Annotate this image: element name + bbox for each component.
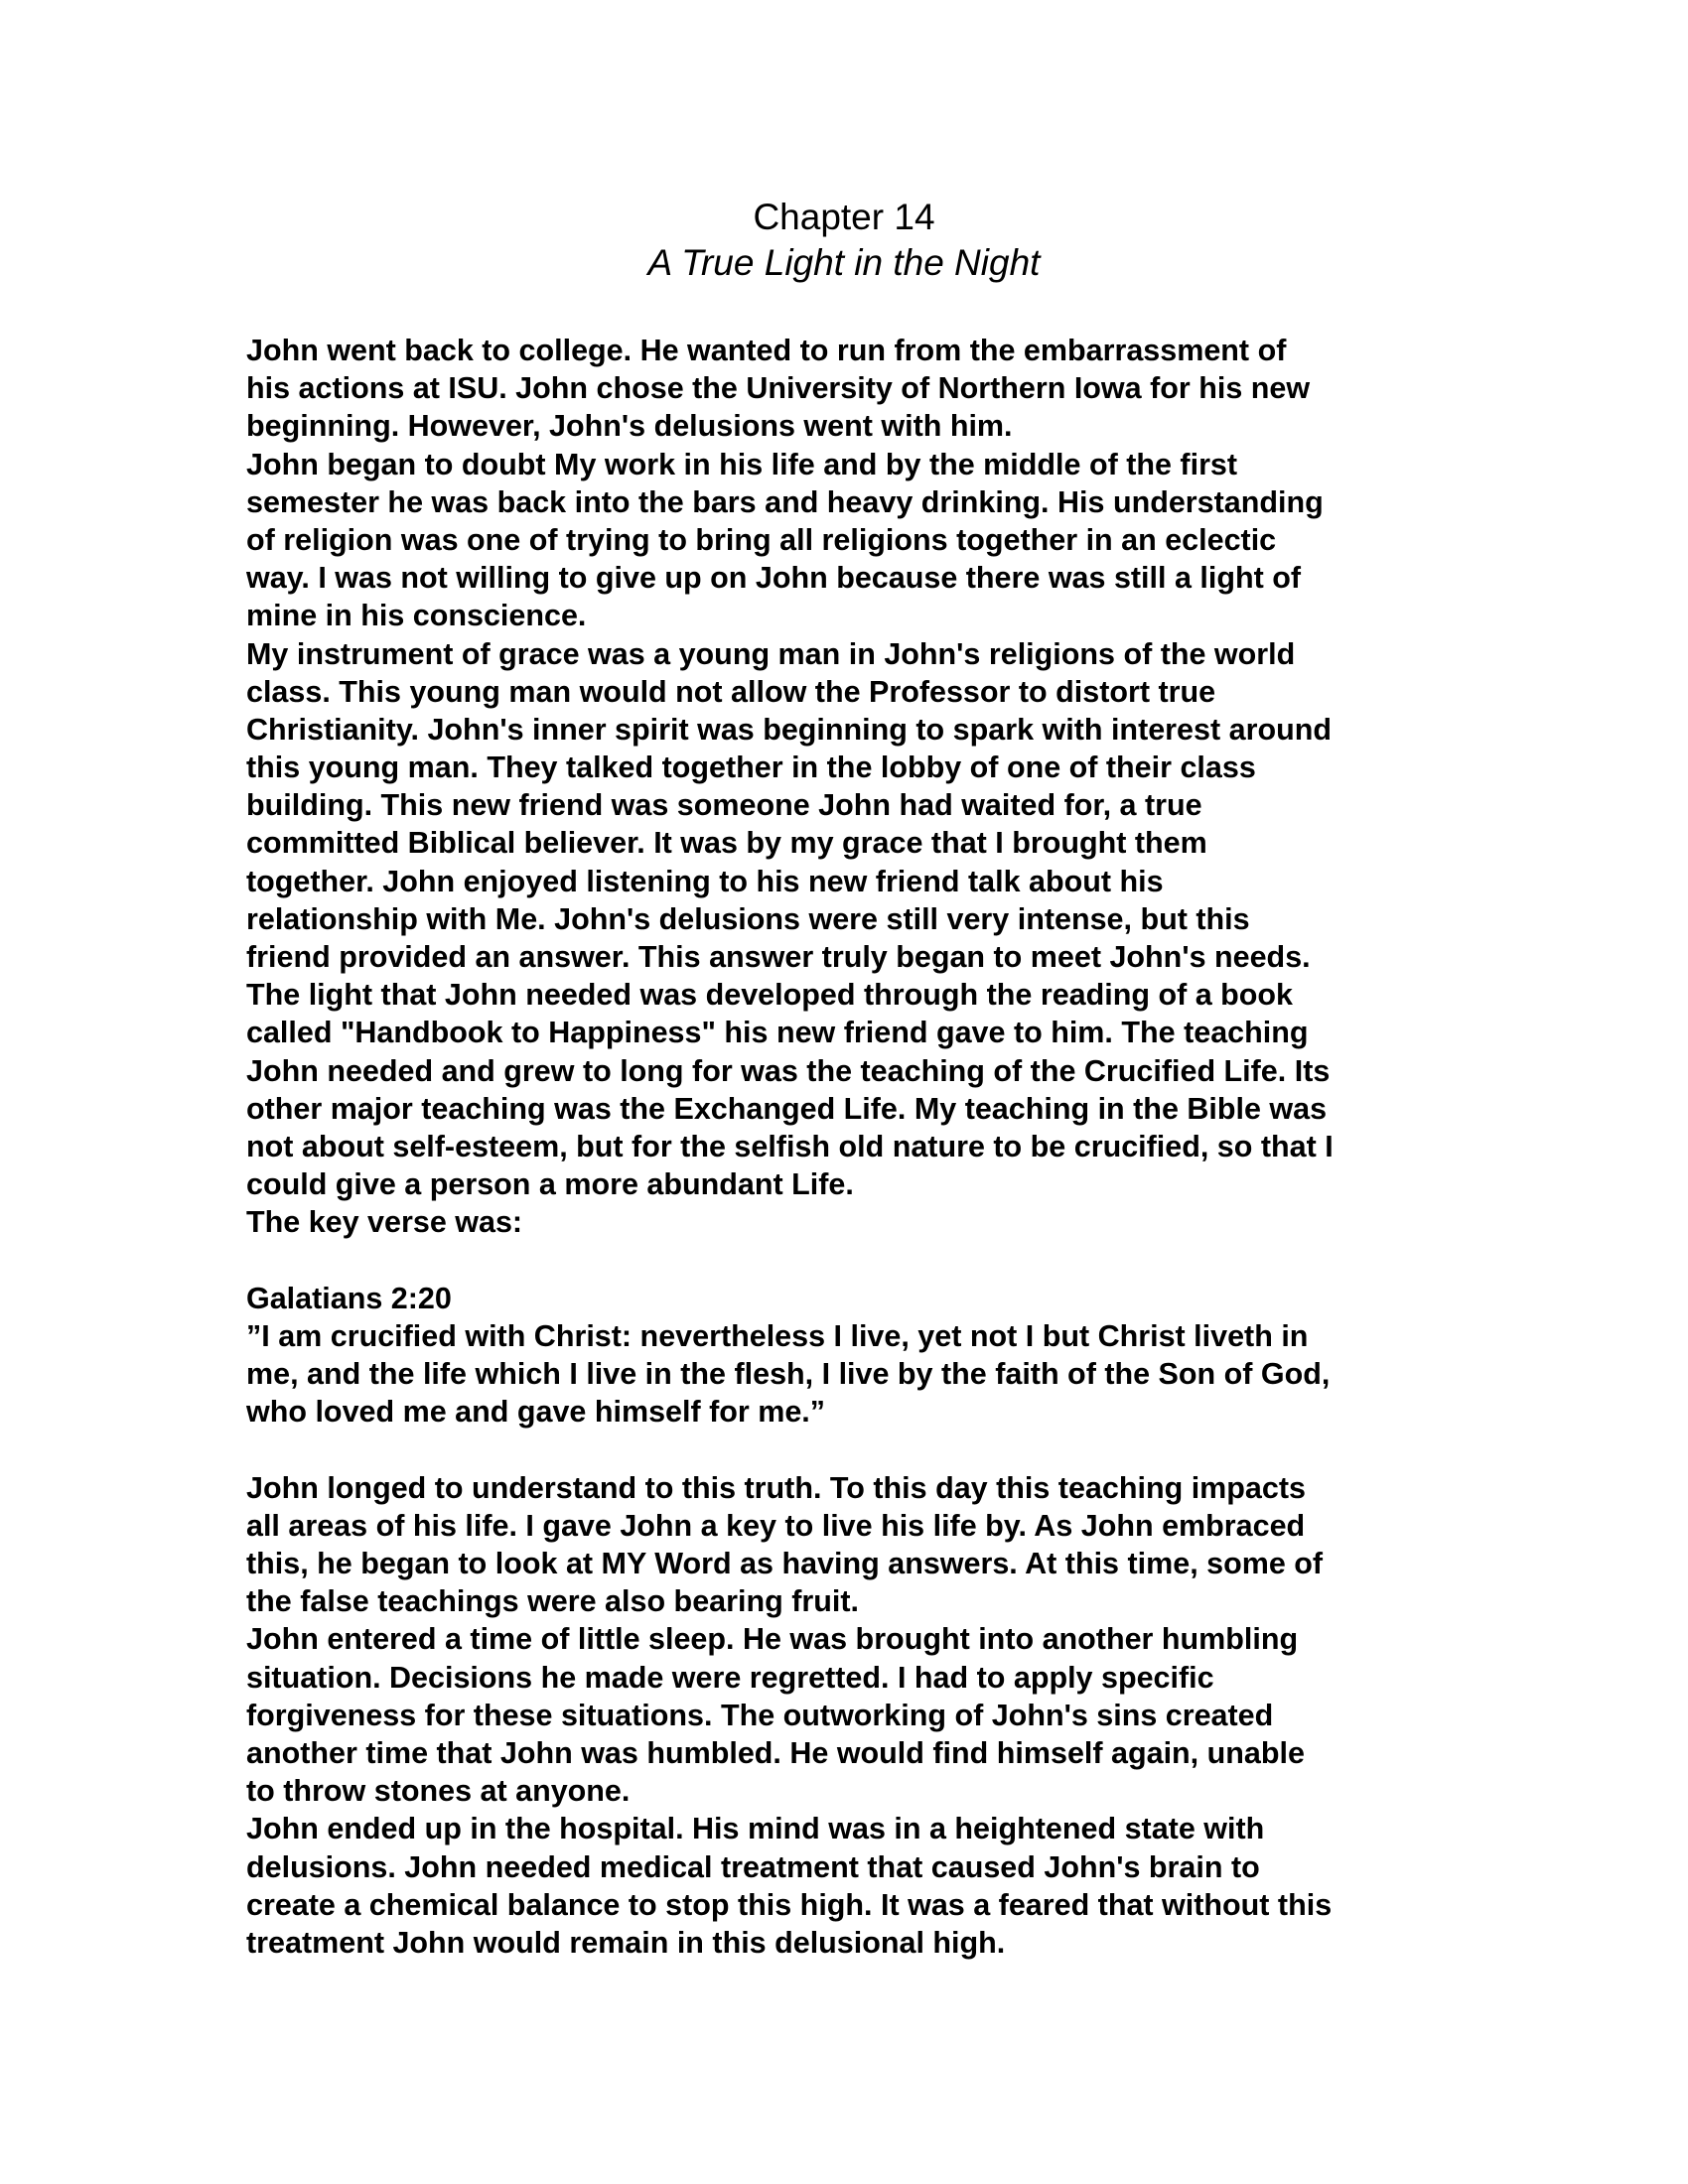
text-line: treatment John would remain in this delusional high. [246,1925,1006,1960]
text-line: other major teaching was the Exchanged Life. My teaching in the Bible was [246,1091,1328,1126]
text-line: his actions at ISU. John chose the University of Northern Iowa for his new [246,371,1311,406]
text-line: me, and the life which I live in the flesh, I live by the faith of the Son of God, [246,1357,1331,1392]
text-line: The key verse was: [246,1205,523,1240]
text-line: could give a person a more abundant Life. [246,1167,854,1202]
text-line: John ended up in the hospital. His mind was in a heightened state with [246,1812,1265,1846]
text-line: semester he was back into the bars and heavy drinking. His understanding [246,484,1324,519]
text-line: Christianity. John's inner spirit was beginning to spark with interest around [246,712,1332,747]
text-line: not about self-esteem, but for the selfish old nature to be crucified, so that I [246,1129,1334,1163]
text-line: The light that John needed was developed through the reading of a book [246,978,1294,1013]
chapter-subtitle: A True Light in the Night [647,242,1041,283]
text-line: called "Handbook to Happiness" his new friend gave to him. The teaching [246,1016,1309,1050]
text-line: this, he began to look at MY Word as having answers. At this time, some of [246,1547,1324,1580]
text-line: all areas of his life. I gave John a key to live his life by. As John embraced [246,1508,1306,1543]
text-line: ”I am crucified with Christ: nevertheless I live, yet not I but Christ liveth in [246,1318,1309,1353]
text-line: delusions. John needed medical treatment that caused John's brain to [246,1849,1260,1884]
text-line: who loved me and gave himself for me.” [246,1395,826,1430]
text-line: John began to doubt My work in his life and by the middle of the first [246,447,1238,481]
chapter-title: Chapter 14 [753,197,935,237]
text-line: way. I was not willing to give up on John because there was still a light of [246,561,1302,596]
text-line: John went back to college. He wanted to run from the embarrassment of [246,334,1287,367]
text-line: John needed and grew to long for was the teaching of the Crucified Life. Its [246,1053,1331,1088]
text-line: this young man. They talked together in the lobby of one of their class [246,751,1256,785]
text-line: Galatians 2:20 [246,1281,452,1315]
text-line: John entered a time of little sleep. He was brought into another humbling [246,1622,1299,1657]
text-line: class. This young man would not allow the Professor to distort true [246,674,1216,709]
text-line: forgiveness for these situations. The outworking of John's sins created [246,1698,1274,1732]
text-line: John longed to understand to this truth. To this day this teaching impacts [246,1470,1306,1505]
blank-line [246,1431,1458,1468]
chapter-heading [0,195,1688,286]
text-line: friend provided an answer. This answer truly began to meet John's needs. [246,940,1311,974]
text-line: create a chemical balance to stop this high. It was a feared that without this [246,1887,1333,1922]
text-line: another time that John was humbled. He would find himself again, unable [246,1735,1305,1770]
text-line: the false teachings were also bearing fruit. [246,1584,859,1619]
text-line: committed Biblical believer. It was by my grace that I brought them [246,826,1207,861]
text-line: of religion was one of trying to bring all religions together in an eclectic [246,522,1277,557]
text-line: to throw stones at anyone. [246,1774,631,1809]
text-line: situation. Decisions he made were regretted. I had to apply specific [246,1660,1214,1695]
body-text [246,332,1458,1962]
text-line: mine in his conscience. [246,599,587,633]
text-line: together. John enjoyed listening to his new friend talk about his [246,864,1164,898]
text-line: My instrument of grace was a young man in John's religions of the world [246,636,1296,671]
text-line: relationship with Me. John's delusions were still very intense, but this [246,901,1250,936]
text-line: building. This new friend was someone John had waited for, a true [246,788,1202,823]
text-line: beginning. However, John's delusions went with him. [246,409,1013,444]
blank-line [246,1242,1458,1280]
